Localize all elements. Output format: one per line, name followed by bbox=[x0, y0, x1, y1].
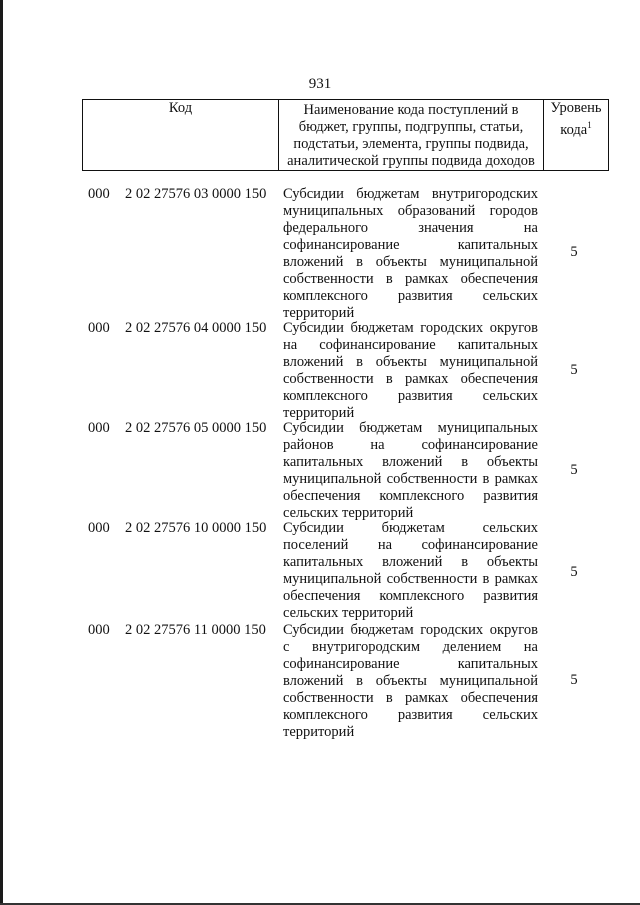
revenue-description: Субсидии бюджетам городских округов на софинансирование капитальных вложений в объекты муниципальной собственности в рамках обеспечения комплексного развития сельских территорий bbox=[283, 320, 538, 421]
revenue-description: Субсидии бюджетам сельских поселений на софинансирование капитальных вложений в объекты муниципальной собственности в рамках обеспечения комплексного развития сельских территорий bbox=[283, 520, 538, 621]
admin-code: 000 bbox=[88, 320, 110, 336]
header-level-cell bbox=[544, 100, 609, 171]
header-level-label: Уровень кода bbox=[550, 100, 602, 138]
revenue-code: 2 02 27576 10 0000 150 bbox=[125, 520, 267, 536]
code-level: 5 bbox=[570, 672, 578, 688]
table-row bbox=[82, 320, 612, 420]
table-body bbox=[82, 186, 612, 740]
admin-code: 000 bbox=[88, 186, 110, 202]
header-name-cell bbox=[279, 100, 544, 171]
code-level: 5 bbox=[570, 362, 578, 378]
table-row bbox=[82, 622, 612, 740]
header-name-label: Наименование кода поступлений в бюджет, группы, подгруппы, статьи, подстатьи, элемента, группы подвида, аналитической группы подвида доходов bbox=[287, 102, 535, 169]
revenue-code: 2 02 27576 05 0000 150 bbox=[125, 420, 267, 436]
revenue-code: 2 02 27576 03 0000 150 bbox=[125, 186, 267, 202]
table-row bbox=[82, 420, 612, 520]
admin-code: 000 bbox=[88, 420, 110, 436]
admin-code: 000 bbox=[88, 622, 110, 638]
revenue-description: Субсидии бюджетам муниципальных районов на софинансирование капитальных вложений в объекты муниципальной собственности в рамках обеспечения комплексного развития сельских территорий bbox=[283, 420, 538, 521]
revenue-description: Субсидии бюджетам внутригородских муниципальных образований городов федерального значения на софинансирование капитальных вложений в объекты муниципальной собственности в рамках обеспечения комплексного развития сельских территорий bbox=[283, 186, 538, 321]
admin-code: 000 bbox=[88, 520, 110, 536]
revenue-code: 2 02 27576 04 0000 150 bbox=[125, 320, 267, 336]
header-code-cell bbox=[83, 100, 279, 171]
code-level: 5 bbox=[570, 564, 578, 580]
revenue-code: 2 02 27576 11 0000 150 bbox=[125, 622, 266, 638]
table-row bbox=[82, 186, 612, 320]
table-header bbox=[82, 99, 609, 171]
page-number: 931 bbox=[308, 76, 332, 92]
header-code-label: Код bbox=[168, 100, 193, 116]
revenue-description: Субсидии бюджетам городских округов с внутригородским делением на софинансирование капитальных вложений в объекты муниципальной собственности в рамках обеспечения комплексного развития сельских территорий bbox=[283, 622, 538, 740]
scan-left-edge bbox=[0, 0, 3, 905]
code-level: 5 bbox=[570, 244, 578, 260]
footnote-marker: 1 bbox=[587, 120, 592, 130]
table-row bbox=[82, 520, 612, 622]
code-level: 5 bbox=[570, 462, 578, 478]
